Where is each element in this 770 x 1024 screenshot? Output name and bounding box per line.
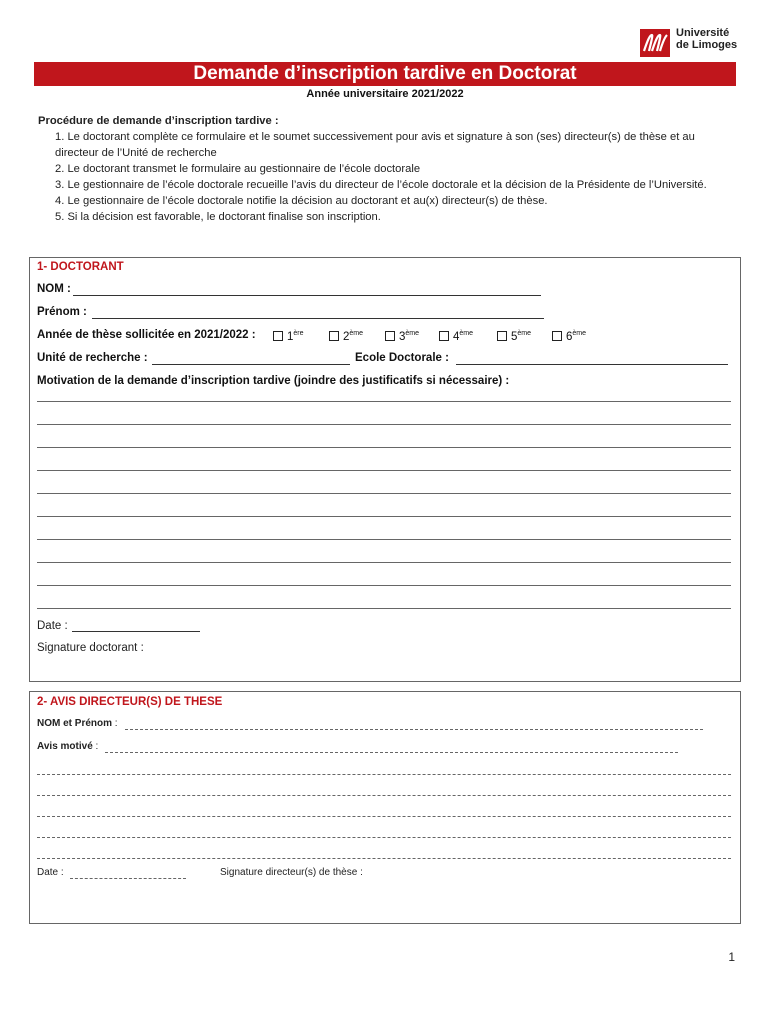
- procedure-step: 3. Le gestionnaire de l’école doctorale recueille l’avis du directeur de l’école doctorale et la décision de la Présidente de l’Université.: [55, 179, 707, 191]
- nom-field[interactable]: [73, 295, 541, 296]
- checkbox-icon: [385, 331, 395, 341]
- checkbox-icon: [552, 331, 562, 341]
- section1-title: 1- DOCTORANT: [37, 261, 124, 273]
- procedure-step: 5. Si la décision est favorable, le doctorant finalise son inscription.: [55, 211, 381, 223]
- logo-line1: Université: [676, 27, 730, 39]
- procedure-steps: [38, 129, 738, 225]
- unite-field[interactable]: [152, 364, 350, 365]
- unite-label: Unité de recherche :: [37, 352, 148, 364]
- section2-title: 2- AVIS DIRECTEUR(S) DE THESE: [37, 696, 223, 708]
- nom-label: NOM :: [37, 283, 71, 295]
- prenom-field[interactable]: [92, 318, 544, 319]
- year-option-2[interactable]: 2ème: [329, 330, 363, 343]
- ecole-field[interactable]: [456, 364, 728, 365]
- ecole-label: Ecole Doctorale :: [355, 352, 449, 364]
- year-option-1[interactable]: 1ère: [273, 330, 304, 343]
- checkbox-icon: [273, 331, 283, 341]
- academic-year: Année universitaire 2021/2022: [306, 88, 464, 100]
- university-logo: [640, 25, 745, 59]
- avis-row: Avis motivé :: [37, 741, 99, 752]
- page-number: 1: [728, 950, 735, 964]
- logo-text: [676, 27, 737, 51]
- year-option-5[interactable]: 5ème: [497, 330, 531, 343]
- signature-doctorant-label: Signature doctorant :: [37, 642, 144, 654]
- procedure-step: 2. Le doctorant transmet le formulaire au gestionnaire de l’école doctorale: [55, 163, 421, 175]
- university-logo-icon: [640, 29, 670, 57]
- nom-prenom-row: NOM et Prénom :: [37, 718, 118, 729]
- nom-prenom-field[interactable]: [125, 729, 703, 730]
- section-avis-directeur: [29, 691, 741, 924]
- date-field[interactable]: [72, 631, 200, 632]
- avis-field[interactable]: [105, 752, 678, 753]
- checkbox-icon: [329, 331, 339, 341]
- year-option-3[interactable]: 3ème: [385, 330, 419, 343]
- checkbox-icon: [439, 331, 449, 341]
- signature-directeur-label: Signature directeur(s) de thèse :: [220, 867, 363, 878]
- date2-field[interactable]: [70, 878, 186, 879]
- motivation-label: Motivation de la demande d’inscription tardive (joindre des justificatifs si nécessaire) :: [37, 375, 510, 387]
- procedure-heading: Procédure de demande d’inscription tardive :: [38, 115, 279, 127]
- procedure-step: 4. Le gestionnaire de l’école doctorale notifie la décision au doctorant et au(x) directeur(s) de thèse.: [55, 195, 548, 207]
- checkbox-icon: [497, 331, 507, 341]
- procedure: [38, 113, 738, 225]
- annee-label: Année de thèse sollicitée en 2021/2022 :: [37, 329, 256, 341]
- year-option-6[interactable]: 6ème: [552, 330, 586, 343]
- prenom-label: Prénom :: [37, 306, 87, 318]
- date-label: Date :: [37, 620, 68, 632]
- logo-line2: de Limoges: [676, 39, 738, 51]
- nom-prenom-label: NOM et Prénom: [37, 718, 113, 729]
- procedure-step: 1. Le doctorant complète ce formulaire et le soumet successivement pour avis et signature à son (ses) directeur(s) de thèse et au directeur de l’Unité de recherche: [55, 131, 695, 159]
- date2-label: Date :: [37, 867, 64, 878]
- page-title: Demande d’inscription tardive en Doctorat: [34, 62, 736, 86]
- avis-label: Avis motivé: [37, 741, 93, 752]
- year-option-4[interactable]: 4ème: [439, 330, 473, 343]
